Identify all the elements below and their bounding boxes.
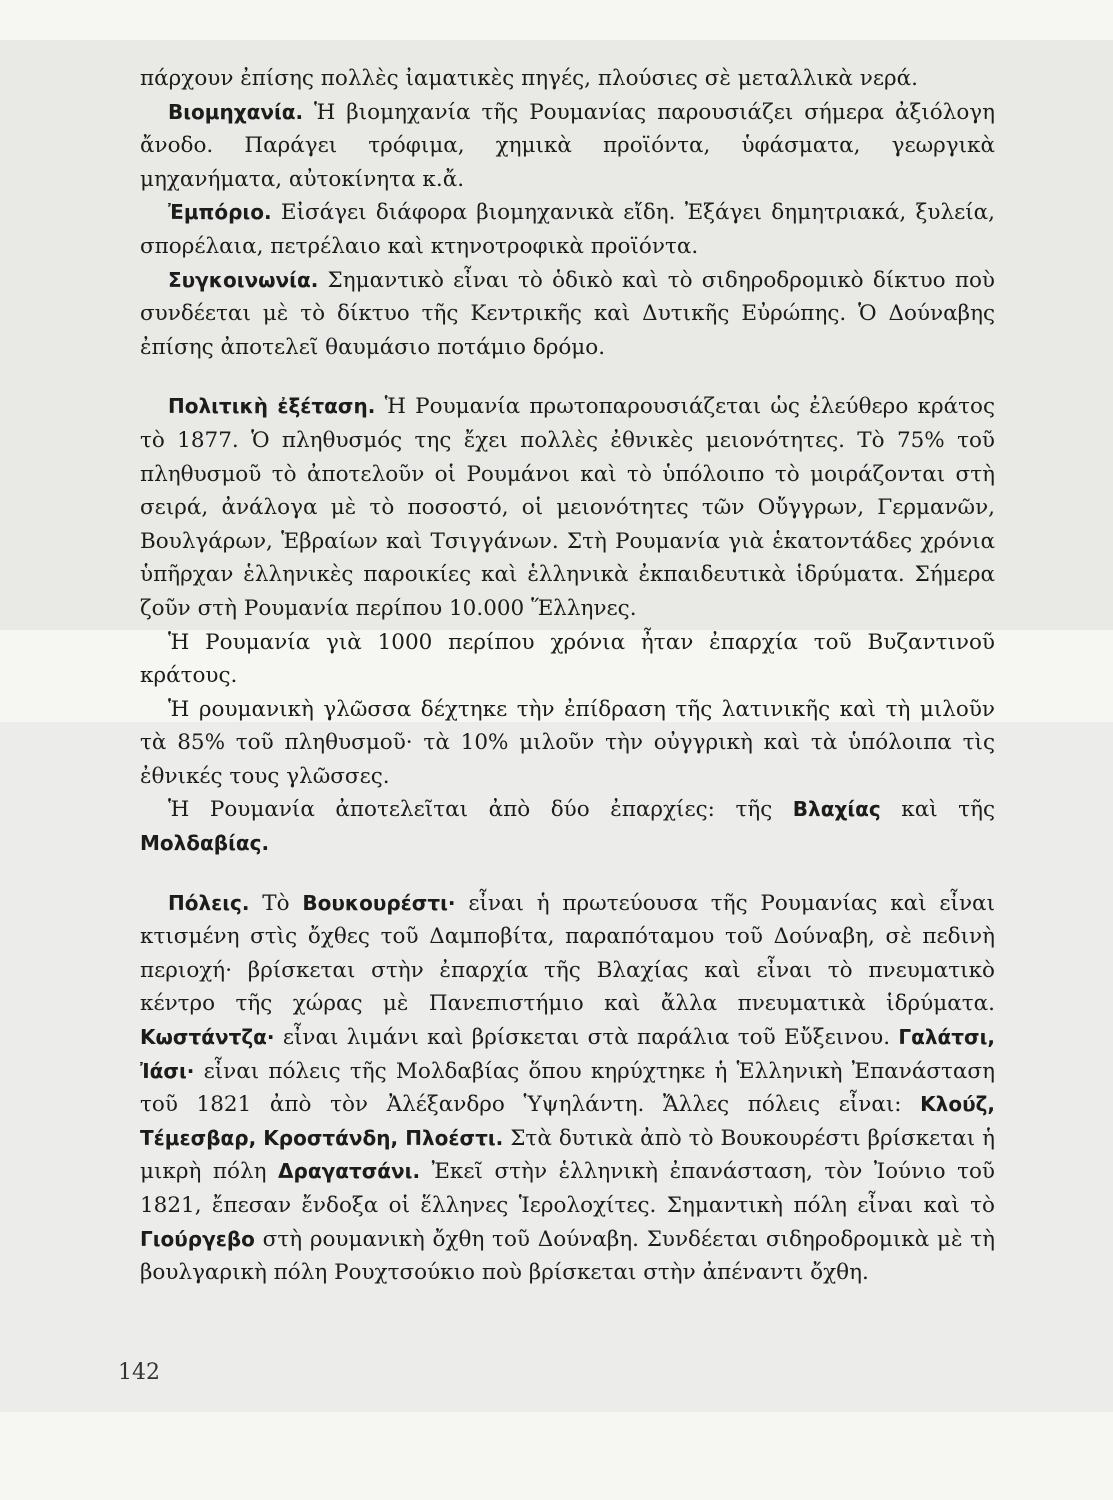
politics-paragraph <box>140 390 995 625</box>
cities-heading: Πόλεις. <box>168 890 250 915</box>
city-dragatsani: Δραγατσάνι. <box>278 1159 421 1184</box>
politics-heading: Πολιτικὴ ἐξέταση. <box>168 394 376 419</box>
politics-text: Ἡ Ρουμανία πρωτοπαρουσιάζεται ὡς ἐλεύθερο κράτος τὸ 1877. Ὁ πληθυσμός της ἔχει πολλὲς ἐθνικὲς μειονότητες. Τὸ 75% τοῦ πληθυσμοῦ τὸ ἀποτελοῦν οἱ Ρουμάνοι καὶ τὸ ὑπόλοιπο τὸ μοιράζονται στὴ σειρά, ἀνάλογα μὲ τὸ ποσοστό, οἱ μειονότητες τῶν Οὔγγρων, Γερμανῶν, Βουλγάρων, Ἑβραίων καὶ Τσιγγάνων. Στὴ Ρουμανία γιὰ ἑκατοντάδες χρόνια ὑπῆρχαν ἑλληνικὲς παροικίες καὶ ἑλληνικὰ ἐκπαιδευτικὰ ἱδρύματα. Σήμερα ζοῦν στὴ Ρουμανία περίπου 10.000 Ἕλληνες. <box>140 394 995 621</box>
communication-heading: Συγκοινωνία. <box>168 267 319 292</box>
intro-text: πάρχουν ἐπίσης πολλὲς ἰαματικὲς πηγές, πλούσιες σὲ μεταλλικὰ νερά. <box>140 66 918 91</box>
byzantine-text: Ἡ Ρουμανία γιὰ 1000 περίπου χρόνια ἦταν ἐπαρχία τοῦ Βυζαντινοῦ κράτους. <box>140 629 995 689</box>
page-body <box>140 62 995 1290</box>
province-wallachia: Βλαχίας <box>792 797 881 822</box>
trade-paragraph <box>140 196 995 263</box>
cities-text-7: στὴ ρουμανικὴ ὄχθη τοῦ Δούναβη. Συνδέεται σιδηροδρομικὰ μὲ τὴ βουλγαρικὴ πόλη Ρουχτσούκιο ποὺ βρίσκεται στὴν ἀπέναντι ὄχθη. <box>140 1226 995 1286</box>
byzantine-paragraph <box>140 626 995 693</box>
intro-paragraph <box>140 62 995 96</box>
city-bucharest: Βουκουρέστι· <box>302 890 456 915</box>
city-galati-iasi: Γαλάτσι, Ἰάσι· <box>140 1025 995 1083</box>
provinces-text-1: Ἡ Ρουμανία ἀποτελεῖται ἀπὸ δύο ἐπαρχίες: τῆς <box>168 797 793 823</box>
city-list: Κλούζ, Τέμεσβαρ, Κροστάνδη, Πλοέστι. <box>140 1092 995 1150</box>
trade-heading: Ἐμπόριο. <box>168 200 272 225</box>
language-text: Ἡ ρουμανικὴ γλῶσσα δέχτηκε τὴν ἐπίδραση τῆς λατινικῆς καὶ τὴ μιλοῦν τὰ 85% τοῦ πληθυσμοῦ· τὰ 10% μιλοῦν τὴν οὐγγρικὴ καὶ τὰ ὑπόλοιπα τὶς ἐθνικές τους γλῶσσες. <box>140 696 995 789</box>
industry-heading: Βιομηχανία. <box>168 99 304 124</box>
industry-text: Ἡ βιομηχανία τῆς Ρουμανίας παρουσιάζει σήμερα ἀξιόλογη ἄνοδο. Παράγει τρόφιμα, χημικὰ προϊόντα, ὑφάσματα, γεωργικὰ μηχανήματα, αὐτοκίνητα κ.ἄ. <box>140 99 995 192</box>
city-giurgiu: Γιούργεβο <box>140 1226 255 1251</box>
city-constanta: Κωστάντζα· <box>140 1025 275 1050</box>
cities-text-1: Τὸ <box>249 890 303 916</box>
communication-text: Σημαντικὸ εἶναι τὸ ὁδικὸ καὶ τὸ σιδηροδρομικὸ δίκτυο ποὺ συνδέεται μὲ τὸ δίκτυο τῆς Κεντρικῆς καὶ Δυτικῆς Εὐρώπης. Ὁ Δούναβης ἐπίσης ἀποτελεῖ θαυμάσιο ποτάμιο δρόμο. <box>140 267 995 360</box>
cities-text-3: εἶναι λιμάνι καὶ βρίσκεται στὰ παράλια τοῦ Εὔξεινου. <box>274 1025 899 1051</box>
cities-text-6: Ἐκεῖ στὴν ἑλληνικὴ ἐπανάσταση, τὸν Ἰούνιο τοῦ 1821, ἔπεσαν ἔνδοξα οἱ ἕλληνες Ἱερολοχίτες. Σημαντικὴ πόλη εἶναι καὶ τὸ <box>140 1159 995 1218</box>
communication-paragraph <box>140 264 995 365</box>
page-number: 142 <box>118 1360 160 1385</box>
trade-text: Εἰσάγει διάφορα βιομηχανικὰ εἴδη. Ἐξάγει δημητριακά, ξυλεία, σπορέλαια, πετρέλαιο καὶ κτηνοτροφικὰ προϊόντα. <box>140 200 995 259</box>
cities-text-4: εἶναι πόλεις τῆς Μολδαβίας ὅπου κηρύχτηκε ἡ Ἑλληνικὴ Ἐπανάσταση τοῦ 1821 ἀπὸ τὸν Ἀλέξανδρο Ὑψηλάντη. Ἄλλες πόλεις εἶναι: <box>140 1058 995 1118</box>
province-moldavia: Μολδαβίας. <box>140 831 270 856</box>
cities-text-5: Στὰ δυτικὰ ἀπὸ τὸ Βουκουρέστι βρίσκεται ἡ μικρὴ πόλη <box>140 1125 995 1185</box>
language-paragraph <box>140 693 995 794</box>
cities-text-2: εἶναι ἡ πρωτεύουσα τῆς Ρουμανίας καὶ εἶναι κτισμένη στὶς ὄχθες τοῦ Δαμποβίτα, παραπόταμου τοῦ Δούναβη, σὲ πεδινὴ περιοχή· βρίσκεται στὴν ἐπαρχία τῆς Βλαχίας καὶ εἶναι τὸ πνευματικὸ κέντρο τῆς χώρας μὲ Πανεπιστήμιο καὶ ἄλλα πνευματικὰ ἱδρύματα. <box>140 890 996 1017</box>
provinces-text-2: καὶ τῆς <box>880 797 996 823</box>
industry-paragraph <box>140 96 995 197</box>
cities-paragraph <box>140 887 995 1290</box>
provinces-paragraph <box>140 793 995 860</box>
